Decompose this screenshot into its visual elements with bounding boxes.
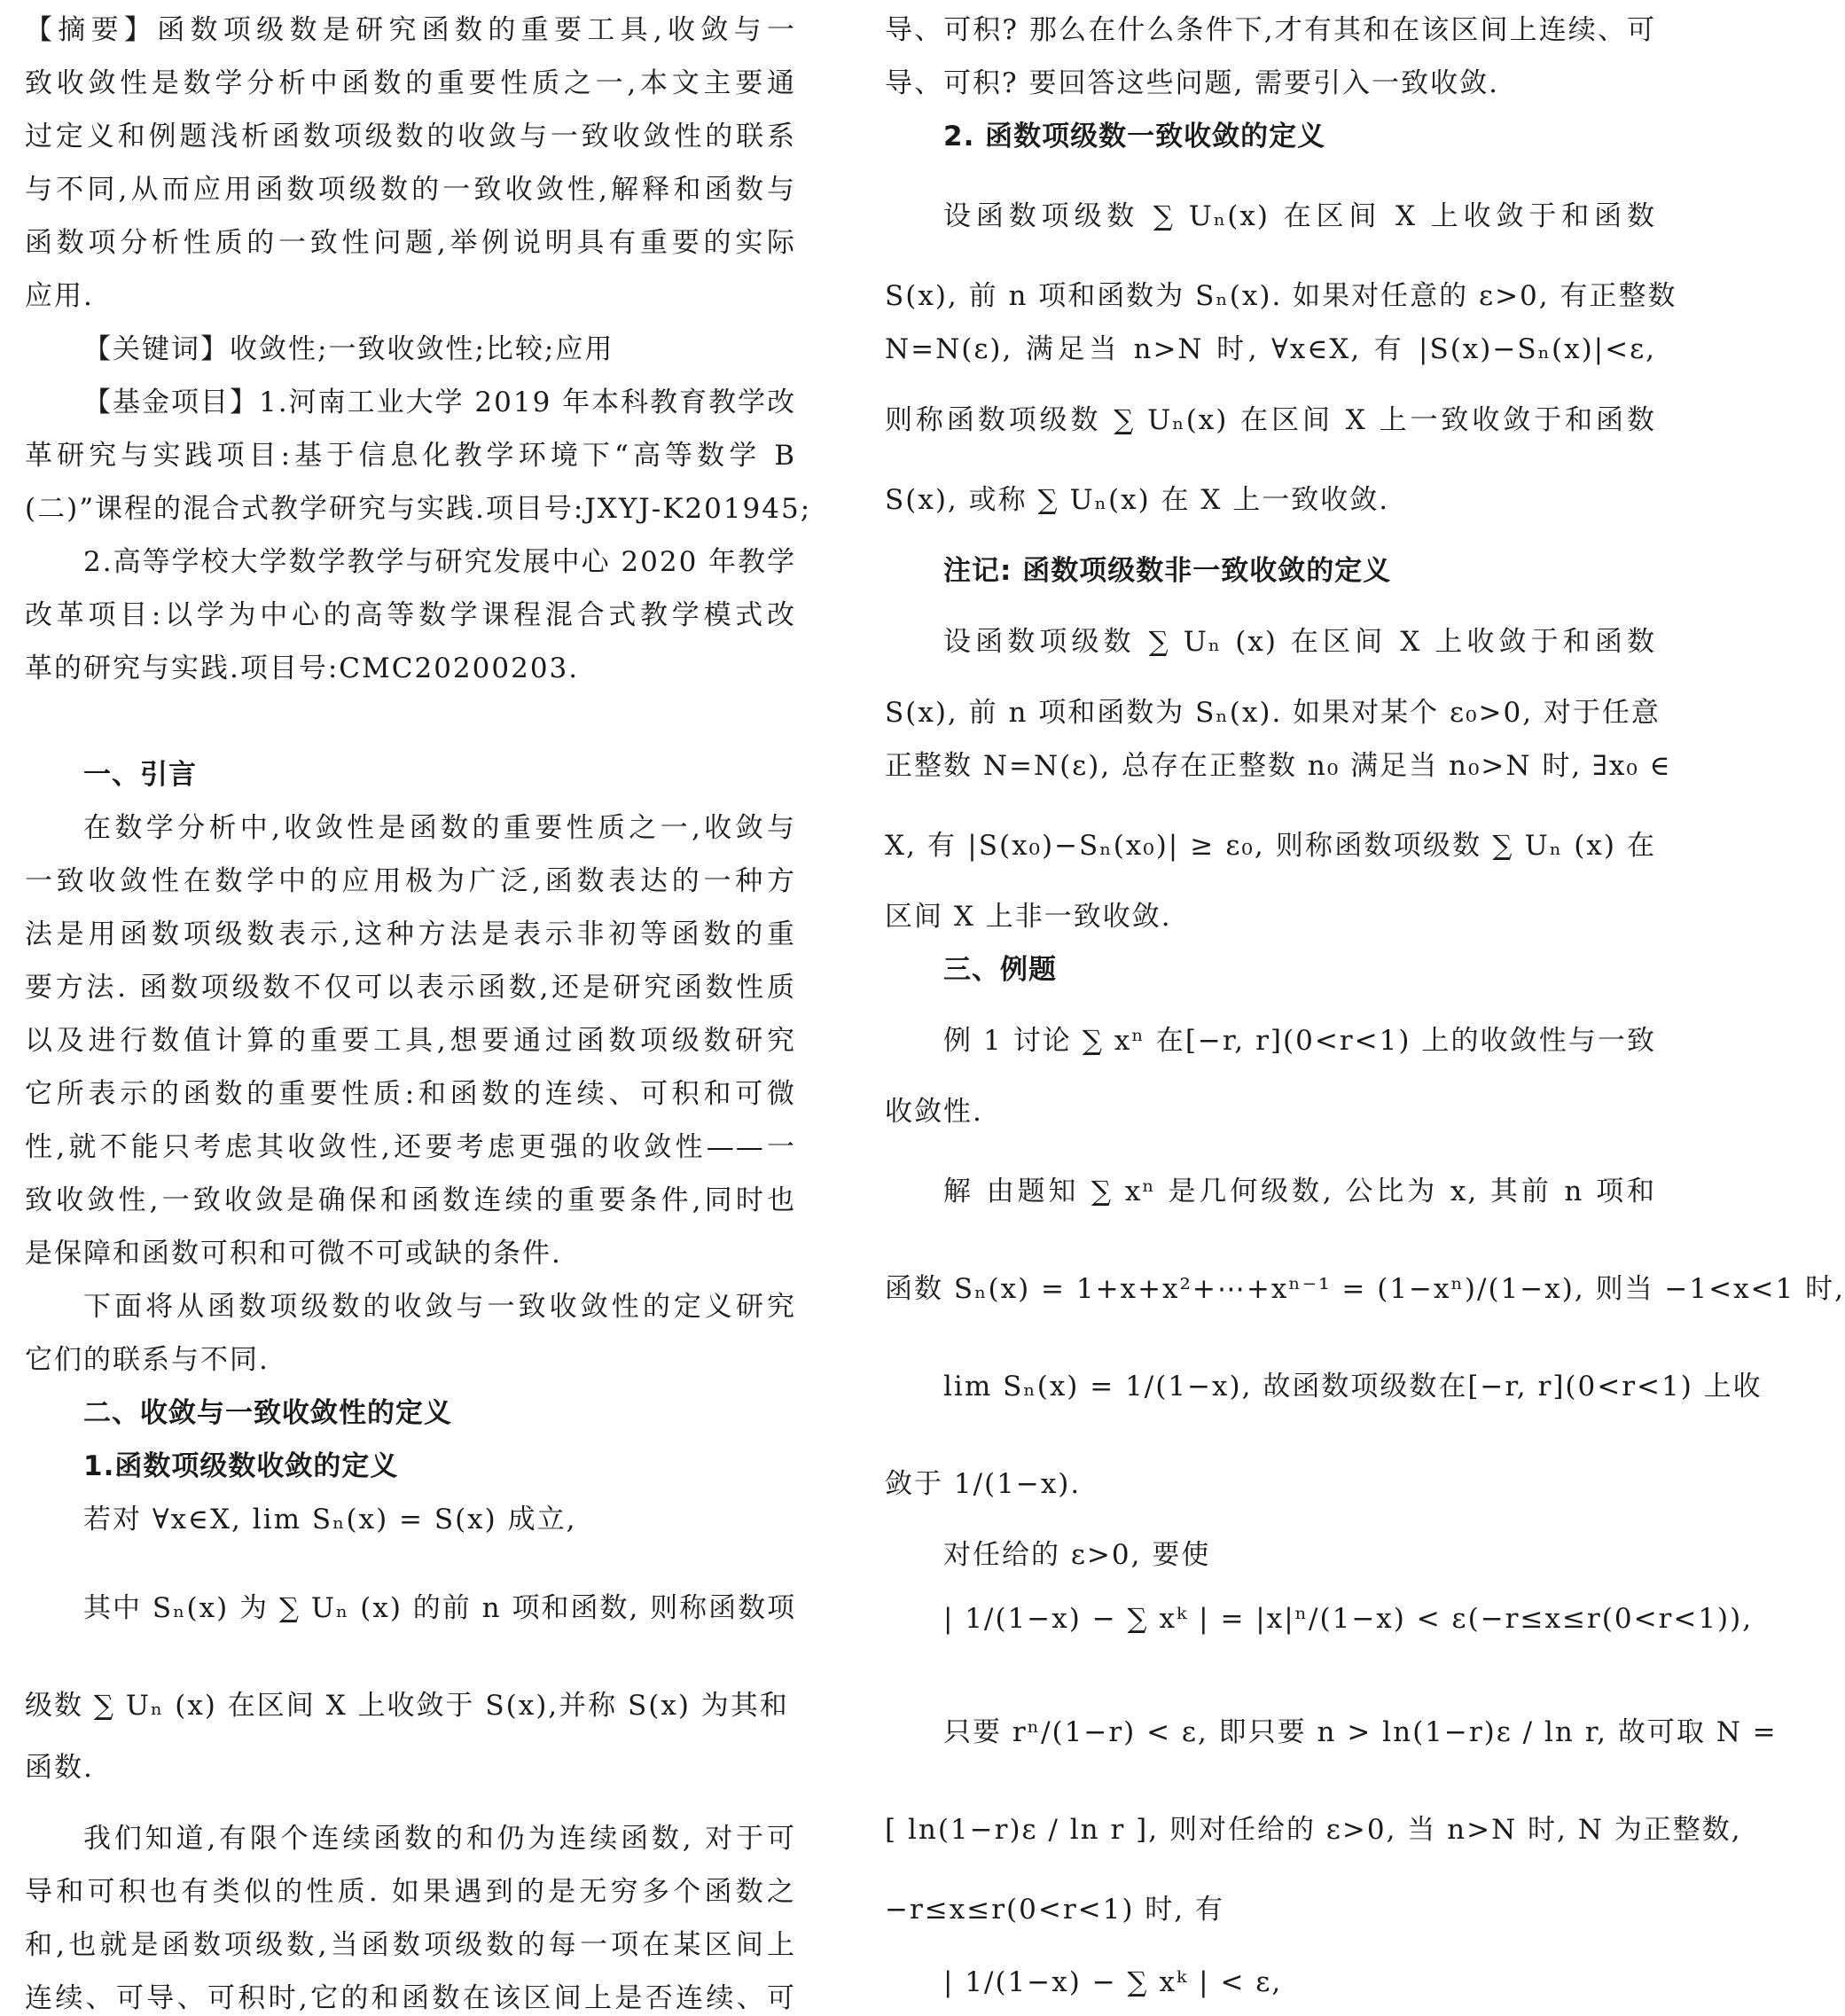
text-line-fund3: (二)”课程的混合式教学研究与实践.项目号:JXYJ-K201945; — [25, 493, 812, 525]
text-line-fund5: 改革项目:以学为中心的高等数学课程混合式教学模式改 — [25, 599, 796, 631]
text-line-abs1: 【摘要】函数项级数是研究函数的重要工具,收敛与一 — [25, 14, 796, 46]
text-line-r9: S(x), 前 n 项和函数为 Sₙ(x). 如果对某个 ε₀>0, 对于任意 — [885, 697, 1661, 729]
text-line-r8: 设函数项级数 ∑ Uₙ (x) 在区间 X 上收敛于和函数 — [943, 626, 1656, 658]
text-line-q3: 和,也就是函数项级数,当函数项级数的每一项在某区间上 — [25, 1929, 796, 1961]
heading-h21: 1.函数项级数收敛的定义 — [83, 1450, 399, 1482]
text-line-r20: | 1/(1−x) − ∑ xᵏ | = |x|ⁿ/(1−x) < ε(−r≤x≤r(0<r<1)), — [943, 1603, 1754, 1635]
text-line-p8: 致收敛性,一致收敛是确保和函数连续的重要条件,同时也 — [25, 1184, 796, 1216]
text-line-fund1: 【基金项目】1.河南工业大学 2019 年本科教育教学改 — [83, 387, 797, 418]
text-line-r13: 例 1 讨论 ∑ xⁿ 在[−r, r](0<r<1) 上的收敛性与一致 — [943, 1025, 1656, 1057]
text-line-r21: 只要 rⁿ/(1−r) < ε, 即只要 n > ln(1−r)ε / ln r, 故可取 N = — [943, 1716, 1778, 1748]
text-line-p9: 是保障和函数可积和可微不可或缺的条件. — [25, 1238, 562, 1270]
text-line-r24: | 1/(1−x) − ∑ xᵏ | < ε, — [943, 1966, 1283, 1998]
text-line-p2: 一致收敛性在数学中的应用极为广泛,函数表达的一种方 — [25, 865, 796, 897]
text-line-p4: 要方法. 函数项级数不仅可以表示函数,还是研究函数性质 — [25, 972, 796, 1004]
text-line-r4: S(x), 前 n 项和函数为 Sₙ(x). 如果对任意的 ε>0, 有正整数 — [885, 280, 1677, 312]
text-line-q2: 导和可积也有类似的性质. 如果遇到的是无穷多个函数之 — [25, 1876, 796, 1908]
text-line-abs6: 应用. — [25, 280, 94, 312]
text-line-r12: 区间 X 上非一致收敛. — [885, 901, 1172, 933]
text-line-r15: 解 由题知 ∑ xⁿ 是几何级数, 公比为 x, 其前 n 项和 — [943, 1176, 1656, 1207]
text-line-r16: 函数 Sₙ(x) = 1+x+x²+⋯+xⁿ⁻¹ = (1−xⁿ)/(1−x), 则当 −1<x<1 时, — [885, 1273, 1845, 1305]
text-line-r22: [ ln(1−r)ε / ln r ], 则对任给的 ε>0, 当 n>N 时, N 为正整数, — [885, 1814, 1742, 1846]
text-line-d4: 函数. — [25, 1752, 94, 1784]
text-line-r14: 收敛性. — [885, 1096, 983, 1128]
text-line-r2: 导、可积? 要回答这些问题, 需要引入一致收敛. — [885, 67, 1500, 99]
text-line-r1: 导、可积? 那么在什么条件下,才有其和在该区间上连续、可 — [885, 14, 1656, 46]
heading-rh3: 三、例题 — [943, 954, 1057, 986]
text-line-r11: X, 有 |S(x₀)−Sₙ(x₀)| ≥ ε₀, 则称函数项级数 ∑ Uₙ (x) 在 — [885, 830, 1656, 862]
text-line-fund2: 革研究与实践项目:基于信息化教学环境下“高等数学 B — [25, 440, 796, 472]
heading-rh1: 2. 函数项级数一致收敛的定义 — [943, 121, 1326, 152]
text-line-p1: 在数学分析中,收敛性是函数的重要性质之一,收敛与 — [83, 812, 796, 844]
text-line-abs2: 致收敛性是数学分析中函数的重要性质之一,本文主要通 — [25, 67, 796, 99]
text-line-p6: 它所表示的函数的重要性质:和函数的连续、可积和可微 — [25, 1078, 796, 1110]
text-line-fund4: 2.高等学校大学数学教学与研究发展中心 2020 年教学 — [83, 546, 797, 578]
text-line-r23: −r≤x≤r(0<r<1) 时, 有 — [885, 1894, 1225, 1926]
text-line-abs3: 过定义和例题浅析函数项级数的收敛与一致收敛性的联系 — [25, 121, 796, 152]
text-line-abs5: 函数项分析性质的一致性问题,举例说明具有重要的实际 — [25, 227, 796, 259]
text-line-r19: 对任给的 ε>0, 要使 — [943, 1539, 1211, 1571]
heading-h2: 二、收敛与一致收敛性的定义 — [83, 1397, 452, 1429]
text-line-r3: 设函数项级数 ∑ Uₙ(x) 在区间 X 上收敛于和函数 — [943, 200, 1656, 232]
text-line-r5: N=N(ε), 满足当 n>N 时, ∀x∈X, 有 |S(x)−Sₙ(x)|<ε, — [885, 333, 1656, 365]
text-line-p7: 性,就不能只考虑其收敛性,还要考虑更强的收敛性——一 — [25, 1131, 796, 1163]
text-line-kw: 【关键词】收敛性;一致收敛性;比较;应用 — [83, 333, 614, 365]
text-line-p3: 法是用函数项级数表示,这种方法是表示非初等函数的重 — [25, 918, 796, 950]
text-line-d3: 级数 ∑ Uₙ (x) 在区间 X 上收敛于 S(x),并称 S(x) 为其和 — [25, 1690, 789, 1722]
text-line-p10: 下面将从函数项级数的收敛与一致收敛性的定义研究 — [83, 1291, 796, 1323]
heading-h1: 一、引言 — [83, 759, 197, 791]
text-line-q1: 我们知道,有限个连续函数的和仍为连续函数, 对于可 — [83, 1823, 796, 1855]
text-line-abs4: 与不同,从而应用函数项级数的一致收敛性,解释和函数与 — [25, 174, 796, 206]
text-line-r18: 敛于 1/(1−x). — [885, 1468, 1082, 1500]
text-line-r7: S(x), 或称 ∑ Uₙ(x) 在 X 上一致收敛. — [885, 484, 1390, 516]
text-line-r6: 则称函数项级数 ∑ Uₙ(x) 在区间 X 上一致收敛于和函数 — [885, 404, 1656, 436]
text-line-q4: 连续、可导、可积时,它的和函数在该区间上是否连续、可 — [25, 1982, 796, 2014]
text-line-fund6: 革的研究与实践.项目号:CMC20200203. — [25, 652, 580, 684]
text-line-r17: lim Sₙ(x) = 1/(1−x), 故函数项级数在[−r, r](0<r<1) 上收 — [943, 1371, 1763, 1403]
text-line-p5: 以及进行数值计算的重要工具,想要通过函数项级数研究 — [25, 1025, 796, 1057]
text-line-r10: 正整数 N=N(ε), 总存在正整数 n₀ 满足当 n₀>N 时, ∃x₀ ∈ — [885, 750, 1672, 782]
text-line-d1: 若对 ∀x∈X, lim Sₙ(x) = S(x) 成立, — [83, 1504, 577, 1535]
text-line-p11: 它们的联系与不同. — [25, 1344, 270, 1376]
heading-rh2: 注记: 函数项级数非一致收敛的定义 — [943, 555, 1392, 587]
text-line-d2: 其中 Sₙ(x) 为 ∑ Uₙ (x) 的前 n 项和函数, 则称函数项 — [83, 1592, 797, 1624]
